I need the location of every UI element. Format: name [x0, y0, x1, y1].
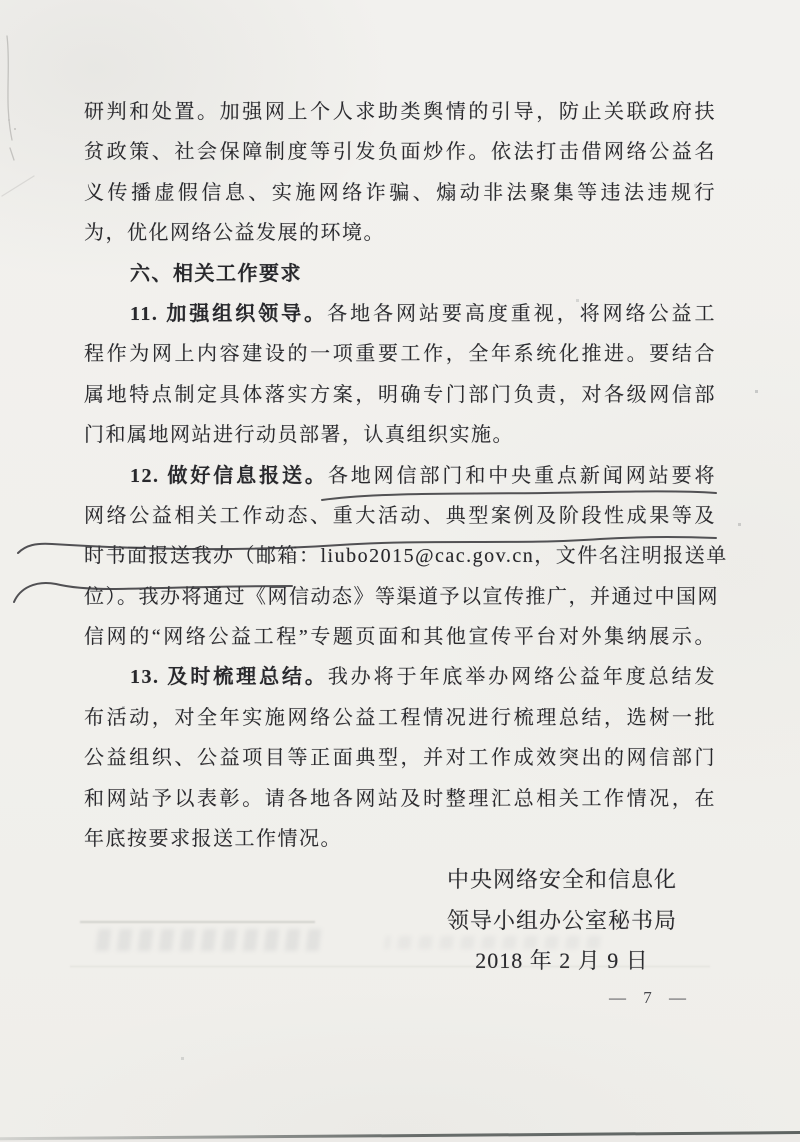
- document-line: 门和属地网站进行动员部署，认真组织实施。: [84, 424, 514, 447]
- signature-date: 2018 年 2 月 9 日: [475, 948, 649, 973]
- document-line: [84, 294, 716, 334]
- item-11-lead: 11. 加强组织领导。: [130, 302, 328, 325]
- document-line: [84, 657, 716, 697]
- item-12-text: 各地网信部门和中央重点新闻网站要将: [327, 464, 717, 487]
- document-line: 信网的“网络公益工程”专题页面和其他宣传平台对外集纳展示。: [84, 626, 716, 649]
- document-line: 程作为网上内容建设的一项重要工作，全年系统化推进。要结合: [84, 343, 716, 366]
- document-line: 布活动，对全年实施网络公益工程情况进行梳理总结，选树一批: [84, 706, 716, 729]
- document-line: 位）。我办将通过《网信动态》等渠道予以宣传推广，并通过中国网: [84, 585, 719, 608]
- document-line: 为，优化网络公益发展的环境。: [84, 222, 385, 245]
- document-body: [84, 92, 728, 859]
- dust-specks: [0, 0, 1, 1]
- document-line: 属地特点制定具体落实方案，明确专门部门负责，对各级网信部: [84, 383, 716, 406]
- document-line: 和网站予以表彰。请各地各网站及时整理汇总相关工作情况，在: [84, 787, 716, 810]
- document-line: 义传播虚假信息、实施网络诈骗、煽动非法聚集等违法违规行: [84, 181, 716, 204]
- signature-org-line2: 领导小组办公室秘书局: [446, 907, 677, 933]
- section-heading: 六、相关工作要求: [130, 262, 302, 285]
- signature-org-line1: 中央网络安全和信息化: [446, 867, 677, 892]
- paper-crease: [80, 921, 315, 923]
- item-12-lead: 12. 做好信息报送。: [130, 464, 328, 487]
- document-line: 研判和处置。加强网上个人求助类舆情的引导，防止关联政府扶: [84, 101, 716, 123]
- pencil-smudge-marks: [2, 36, 34, 196]
- document-line: 网络公益相关工作动态、重大活动、典型案例及阶段性成果等及: [84, 504, 716, 527]
- item-13-lead: 13. 及时梳理总结。: [130, 666, 328, 689]
- bleedthrough-text-smudge: [94, 929, 322, 951]
- item-11-text: 各地各网站要高度重视，将网络公益工: [327, 302, 717, 325]
- document-line: 年底按要求报送工作情况。: [84, 828, 342, 851]
- document-line: [84, 456, 716, 496]
- page-number: — 7 —: [609, 988, 688, 1007]
- document-line: 贫政策、社会保障制度等引发负面炒作。依法打击借网络公益名: [84, 141, 716, 164]
- email-line: 时书面报送我办（邮箱：liubo2015@cac.gov.cn，文件名注明报送单: [84, 545, 728, 568]
- document-line: 公益组织、公益项目等正面典型，并对工作成效突出的网信部门: [84, 747, 716, 770]
- signature-block: [442, 860, 682, 982]
- item-13-text: 我办将于年底举办网络公益年度总结发: [327, 666, 717, 689]
